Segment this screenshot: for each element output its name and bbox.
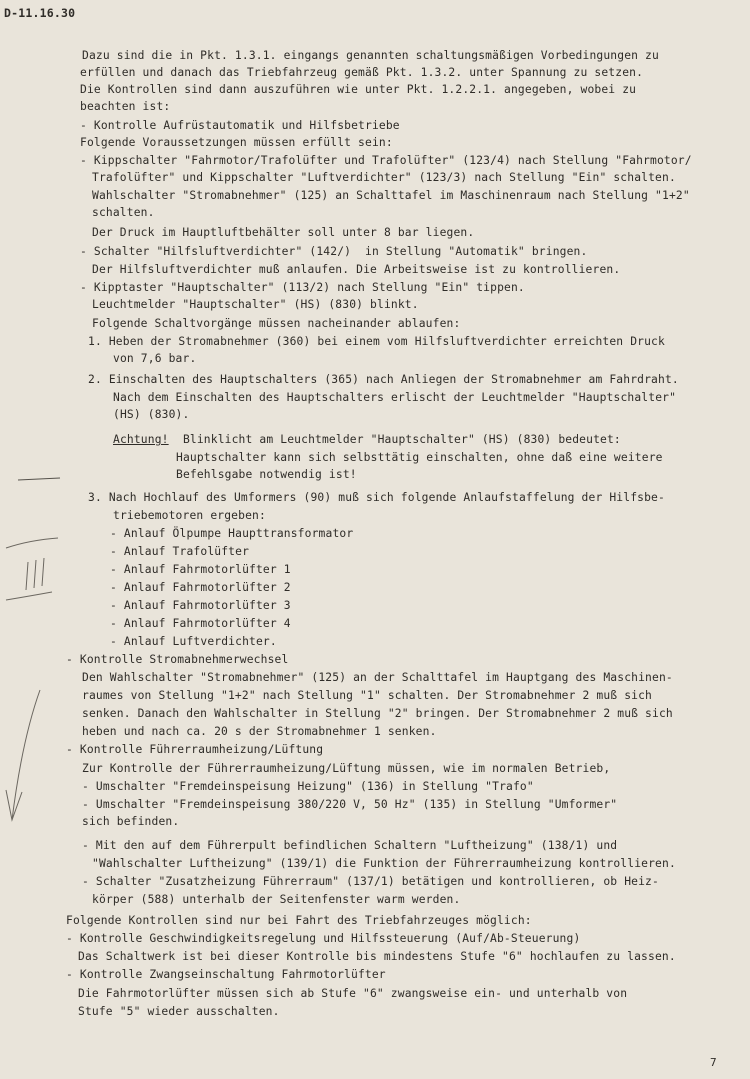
text-line: Der Druck im Hauptluftbehälter soll unter 8 bar liegen. [92,226,475,239]
list-item: - Anlauf Trafolüfter [110,545,250,558]
list-item: - Anlauf Fahrmotorlüfter 4 [110,617,291,630]
text-line: Leuchtmelder "Hauptschalter" (HS) (830) blinkt. [92,298,419,311]
text-line: triebemotoren ergeben: [113,509,266,522]
page-number: 7 [710,1056,717,1069]
list-item: - Anlauf Fahrmotorlüfter 3 [110,599,291,612]
text-line: raumes von Stellung "1+2" nach Stellung "1" schalten. Der Stromabnehmer 2 muß sich [82,689,653,702]
list-item: - Anlauf Fahrmotorlüfter 2 [110,581,291,594]
list-item: - Schalter "Zusatzheizung Führerraum" (137/1) betätigen und kontrollieren, ob Heiz- [82,875,659,888]
list-item: - Anlauf Luftverdichter. [110,635,277,648]
section-heading: - Kontrolle Geschwindigkeitsregelung und Hilfssteuerung (Auf/Ab-Steuerung) [66,932,581,945]
list-item: - Mit den auf dem Führerpult befindlichen Schaltern "Luftheizung" (138/1) und [82,839,618,852]
text-line: Das Schaltwerk ist bei dieser Kontrolle bis mindestens Stufe "6" hochlaufen zu lassen. [78,950,676,963]
text-line: Der Hilfsluftverdichter muß anlaufen. Die Arbeitsweise ist zu kontrollieren. [92,263,621,276]
text-line: heben und nach ca. 20 s der Stromabnehmer 1 senken. [82,725,437,738]
numbered-item: 1. Heben der Stromabnehmer (360) bei einem vom Hilfsluftverdichter erreichten Druck [88,335,665,348]
list-item: - Schalter "Hilfsluftverdichter" (142/) in Stellung "Automatik" bringen. [80,245,588,258]
text-line: Blinklicht am Leuchtmelder "Hauptschalter" (HS) (830) bedeutet: [176,433,621,446]
text-line: Stufe "5" wieder ausschalten. [78,1005,280,1018]
section-heading: - Kontrolle Zwangseinschaltung Fahrmotorlüfter [66,968,386,981]
margin-bracket-lower [6,592,52,600]
text-line: Hauptschalter kann sich selbsttätig einschalten, ohne daß eine weitere [176,451,663,464]
text-line: Wahlschalter "Stromabnehmer" (125) an Schalttafel im Maschinenraum nach Stellung "1+2" [92,189,690,202]
section-heading: - Kontrolle Führerraumheizung/Lüftung [66,743,324,756]
warning-label: Achtung! [113,433,169,446]
list-item: - Umschalter "Fremdeinspeisung 380/220 V, 50 Hz" (135) in Stellung "Umformer" [82,798,618,811]
text-line: Zur Kontrolle der Führerraumheizung/Lüftung müssen, wie im normalen Betrieb, [82,762,611,775]
text-line: Die Fahrmotorlüfter müssen sich ab Stufe "6" zwangsweise ein- und unterhalb von [78,987,628,1000]
text-line: schalten. [92,206,155,219]
text-line: Nach dem Einschalten des Hauptschalters erlischt der Leuchtmelder "Hauptschalter" [113,391,677,404]
list-item: - Kipptaster "Hauptschalter" (113/2) nach Stellung "Ein" tippen. [80,281,525,294]
text-line: von 7,6 bar. [113,352,197,365]
text-line: (HS) (830). [113,408,190,421]
text-line: Die Kontrollen sind dann auszuführen wie unter Pkt. 1.2.2.1. angegeben, wobei zu [80,83,637,96]
text-line: körper (588) unterhalb der Seitenfenster warm werden. [92,893,461,906]
text-line: "Wahlschalter Luftheizung" (139/1) die Funktion der Führerraumheizung kontrollieren. [92,857,676,870]
margin-stroke [18,478,60,480]
list-item: - Umschalter "Fremdeinspeisung Heizung" (136) in Stellung "Trafo" [82,780,534,793]
text-line: Folgende Schaltvorgänge müssen nacheinander ablaufen: [92,317,461,330]
text-line: Dazu sind die in Pkt. 1.3.1. eingangs genannten schaltungsmäßigen Vorbedingungen zu [82,49,659,62]
section-heading: - Kontrolle Stromabnehmerwechsel [66,653,289,666]
text-line: Den Wahlschalter "Stromabnehmer" (125) an der Schalttafel im Hauptgang des Maschinen- [82,671,673,684]
numbered-item: 3. Nach Hochlauf des Umformers (90) muß sich folgende Anlaufstaffelung der Hilfsbe- [88,491,665,504]
list-item: - Anlauf Ölpumpe Haupttransformator [110,527,354,540]
text-line: senken. Danach den Wahlschalter in Stellung "2" bringen. Der Stromabnehmer 2 muß sich [82,707,673,720]
text-line: beachten ist: [80,100,171,113]
text-line: Folgende Voraussetzungen müssen erfüllt sein: [80,136,393,149]
numbered-item: 2. Einschalten des Hauptschalters (365) nach Anliegen der Stromabnehmer am Fahrdraht. [88,373,679,386]
text-line: Trafolüfter" und Kippschalter "Luftverdichter" (123/3) nach Stellung "Ein" schalten. [92,171,676,184]
margin-arrow [6,690,40,820]
list-item: - Anlauf Fahrmotorlüfter 1 [110,563,291,576]
list-item: - Kippschalter "Fahrmotor/Trafolüfter und Trafolüfter" (123/4) nach Stellung "Fahrmotor/ [80,154,692,167]
text-line: Folgende Kontrollen sind nur bei Fahrt des Triebfahrzeuges möglich: [66,914,532,927]
text-line: erfüllen und danach das Triebfahrzeug gemäß Pkt. 1.3.2. unter Spannung zu setzen. [80,66,644,79]
section-heading: - Kontrolle Aufrüstautomatik und Hilfsbetriebe [80,119,400,132]
text-line: Befehlsgabe notwendig ist! [176,468,357,481]
text-line: sich befinden. [82,815,180,828]
margin-tally [26,558,44,590]
margin-bracket [6,538,58,548]
document-code: D-11.16.30 [4,6,76,20]
